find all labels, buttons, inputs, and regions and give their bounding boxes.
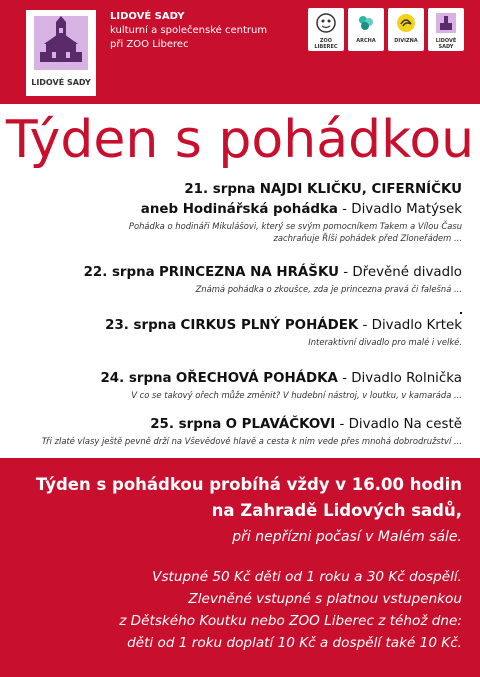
organization-info xyxy=(110,10,267,52)
lidove-sady-small-logo-icon xyxy=(435,12,457,34)
price-info xyxy=(119,566,462,654)
church-icon xyxy=(34,16,88,70)
event-25 xyxy=(42,415,462,447)
header-band xyxy=(0,0,480,104)
event-description-2: zachraňuje Říši pohádek před Zloneřádem ... xyxy=(273,233,462,243)
event-name: PRINCEZNA NA HRÁŠKU xyxy=(158,265,339,280)
schedule-info xyxy=(36,472,462,550)
event-date: 25. srpna xyxy=(150,417,222,432)
logo-tile xyxy=(34,16,88,70)
partner-archa-label: ARCHA xyxy=(356,38,376,44)
lidove-sady-logo xyxy=(26,10,96,96)
event-name: O PLAVÁČKOVI xyxy=(225,417,336,432)
event-description: V co se takový ořech může změnit? V hudební nástroj, v loutku, v kamaráda ... xyxy=(131,390,462,400)
event-description: Známá pohádka o zkoušce, zda je princezna pravá či falešná ... xyxy=(195,284,462,294)
separator-dot xyxy=(460,312,462,314)
event-theatre: - Divadlo Matýsek xyxy=(342,202,462,217)
event-21 xyxy=(129,180,462,244)
zoo-logo-icon xyxy=(315,12,337,34)
event-theatre: - Divadlo Na cestě xyxy=(339,417,462,432)
price-line-2: Zlevněné vstupné s platnou vstupenkou xyxy=(188,591,462,607)
partner-archa[interactable] xyxy=(348,8,384,51)
partner-zoo-label: ZOO LIBEREC xyxy=(314,38,338,50)
event-23 xyxy=(105,316,462,348)
divizna-logo-icon xyxy=(395,12,417,34)
event-date: 21. srpna xyxy=(184,182,256,197)
event-description: Interaktivní divadlo pro malé i velké. xyxy=(308,337,462,347)
partner-divizna-label: DIVIZNA xyxy=(394,38,418,44)
event-description: Pohádka o hodináři Mikulášovi, který se svým pomocníkem Takem a Vílou Času xyxy=(128,221,462,231)
event-date: 23. srpna xyxy=(105,318,177,333)
price-line-3: z Dětského Koutku nebo ZOO Liberec z téhož dne: xyxy=(119,613,462,629)
org-location: při ZOO Liberec xyxy=(110,39,189,50)
event-date: 24. srpna xyxy=(100,371,172,386)
event-name: OŘECHOVÁ POHÁDKA xyxy=(175,371,338,386)
archa-logo-icon xyxy=(355,12,377,34)
event-name: CIRKUS PLNÝ POHÁDEK xyxy=(180,318,359,333)
schedule-line-1: Týden s pohádkou probíhá vždy v 16.00 hodin xyxy=(35,475,462,494)
event-theatre: - Dřevěné divadlo xyxy=(343,265,462,280)
event-subtitle: aneb Hodinářská pohádka xyxy=(140,202,338,217)
event-theatre: - Divadlo Krtek xyxy=(362,318,462,333)
price-line-1: Vstupné 50 Kč děti od 1 roku a 30 Kč dospělí. xyxy=(152,569,462,585)
partner-zoo-liberec[interactable] xyxy=(308,8,344,51)
partner-divizna[interactable] xyxy=(388,8,424,51)
event-theatre: - Divadlo Rolnička xyxy=(342,371,462,386)
org-description: kulturní a společenské centrum xyxy=(110,25,268,36)
event-24 xyxy=(100,369,462,401)
event-description: Tři zlaté vlasy ještě pevně drží na Vševědově hlavě a cesta k nim vede přes mnohá dobrodružství ... xyxy=(41,436,462,446)
logo-label: LIDOVÉ SADY xyxy=(31,78,91,87)
info-band xyxy=(0,458,480,677)
schedule-line-2: na Zahradě Lidových sadů, xyxy=(211,501,462,520)
event-name: NAJDI KLIČKU, CIFERNÍČKU xyxy=(259,182,462,197)
partner-lidove-sady[interactable] xyxy=(428,8,464,51)
page-title: Týden s pohádkou xyxy=(5,110,475,170)
event-date: 22. srpna xyxy=(83,265,155,280)
schedule-line-3: při nepřízni počasí v Malém sále. xyxy=(232,529,462,545)
event-22 xyxy=(84,263,462,295)
partner-lidove-sady-label: LIDOVÉ SADY xyxy=(435,38,457,50)
org-name: LIDOVÉ SADY xyxy=(110,11,185,22)
price-line-4: děti od 1 roku doplatí 10 Kč a dospělí také 10 Kč. xyxy=(127,635,462,651)
